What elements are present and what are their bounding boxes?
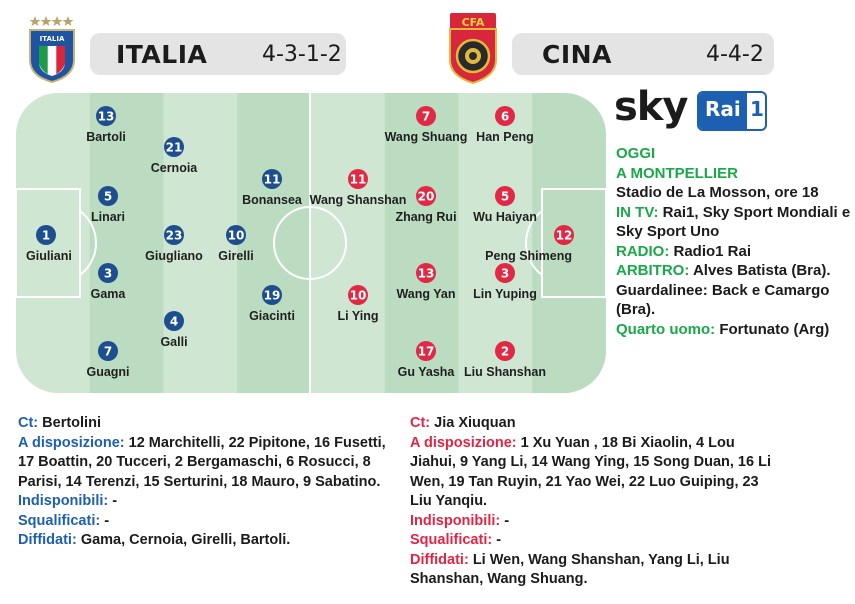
china-player-number: 7	[421, 109, 431, 124]
italy-player-name: Giuliani	[26, 249, 72, 263]
china-player-name: Wang Yan	[396, 287, 456, 301]
china-team-name: CINA	[542, 40, 612, 69]
italy-player-name: Giacinti	[249, 309, 295, 323]
match-city: A MONTPELLIER	[616, 164, 738, 182]
china-bench-label: A disposizione:	[410, 434, 517, 451]
italy-suspended	[18, 512, 388, 532]
italy-bench	[18, 434, 388, 493]
italy-player-name: Linari	[90, 210, 126, 224]
tv-info	[616, 203, 852, 242]
match-info	[616, 144, 852, 339]
china-player-number: 20	[417, 189, 435, 204]
italy-coach-label: Ct:	[18, 415, 39, 431]
referee-label: ARBITRO:	[616, 262, 690, 279]
fourth-official-label: Quarto uomo:	[616, 320, 716, 338]
italy-player-number: 3	[103, 266, 113, 281]
italy-player-name: Cernoia	[150, 161, 198, 175]
italy-suspended-label: Squalificati:	[18, 512, 101, 529]
sky-logo: sky	[614, 84, 688, 130]
china-coach	[410, 414, 772, 434]
italy-suspended-list: -	[100, 512, 110, 529]
china-player-number: 6	[500, 109, 510, 124]
italy-unavailable-list: -	[108, 493, 118, 509]
tv-label: IN TV:	[616, 203, 659, 221]
china-suspended	[410, 531, 772, 551]
italy-player-name: Guagni	[86, 365, 130, 379]
italy-player-number: 1	[41, 228, 51, 243]
china-player-name: Zhang Rui	[395, 210, 457, 224]
italy-unavailable-label: Indisponibili:	[18, 493, 109, 509]
china-player-name: Gu Yasha	[397, 365, 455, 379]
radio-value: Radio1 Rai	[669, 242, 752, 260]
italy-player-number: 4	[169, 314, 179, 329]
china-warned-list: Li Wen, Wang Shanshan, Yang Li, Liu Shanshan, Wang Shuang.	[410, 551, 730, 587]
china-player-name: Li Ying	[337, 309, 379, 323]
match-day: OGGI	[616, 145, 656, 162]
italy-player-number: 13	[97, 109, 115, 124]
china-player-name: Lin Yuping	[473, 287, 537, 301]
italy-warned-label: Diffidati:	[18, 532, 77, 548]
italy-details	[18, 414, 388, 551]
italy-player-number: 5	[103, 189, 113, 204]
italy-unavailable	[18, 492, 388, 512]
china-suspended-label: Squalificati:	[410, 532, 493, 548]
italy-player-number: 21	[165, 140, 183, 155]
svg-text:CFA: CFA	[461, 16, 485, 29]
china-warned	[410, 551, 772, 590]
italy-team-name: ITALIA	[116, 40, 208, 69]
china-suspended-list: -	[492, 532, 502, 548]
match-venue: Stadio de La Mosson, ore 18	[616, 184, 819, 201]
china-player-number: 12	[555, 228, 573, 243]
china-coach-name: Jia Xiuquan	[430, 415, 516, 431]
italy-player-name: Girelli	[218, 249, 254, 263]
radio-info	[616, 242, 852, 262]
referee-value: Alves Batista (Bra). Guardalinee: Back e Camargo (Bra).	[616, 262, 831, 318]
italy-formation: 4-3-1-2	[262, 42, 342, 67]
china-player-number: 13	[417, 266, 435, 281]
china-player-name: Wu Haiyan	[473, 210, 537, 224]
china-player-number: 17	[417, 344, 435, 359]
tv-value: Rai1, Sky Sport Mondiali e Sky Sport Uno	[616, 203, 851, 240]
china-warned-label: Diffidati:	[410, 551, 469, 568]
china-bench	[410, 434, 772, 512]
china-player-name: Wang Shanshan	[309, 193, 407, 207]
italy-warned-list: Gama, Cernoia, Girelli, Bartoli.	[76, 532, 291, 548]
svg-text:ITALIA: ITALIA	[39, 35, 65, 43]
italy-player-name: Bonansea	[242, 193, 302, 207]
china-player-name: Han Peng	[476, 130, 534, 144]
china-coach-label: Ct:	[410, 415, 431, 431]
china-player-name: Liu Shanshan	[464, 365, 546, 379]
italy-warned	[18, 531, 388, 551]
china-player-number: 3	[500, 266, 510, 281]
italy-player-number: 7	[103, 344, 113, 359]
china-formation: 4-4-2	[706, 42, 764, 67]
italy-coach	[18, 414, 388, 434]
rai-logo-number: 1	[750, 97, 764, 121]
china-unavailable-list: -	[500, 512, 510, 529]
pitch-diagram	[16, 93, 606, 393]
fourth-official-value: Fortunato (Arg)	[715, 320, 830, 338]
italy-coach-name: Bertolini	[38, 415, 101, 431]
italy-bench-label: A disposizione:	[18, 434, 125, 451]
china-player-name: Peng Shimeng	[485, 249, 572, 263]
rai1-logo	[697, 91, 767, 131]
italy-player-name: Bartoli	[86, 130, 126, 144]
china-unavailable-label: Indisponibili:	[410, 512, 501, 529]
china-player-number: 5	[500, 189, 510, 204]
italy-player-number: 10	[227, 228, 245, 243]
china-player-number: 2	[500, 344, 510, 359]
italy-player-name: Galli	[160, 335, 188, 349]
cfa-crest-icon	[448, 12, 498, 84]
figc-crest-icon	[27, 14, 77, 84]
china-details	[410, 414, 772, 590]
italy-player-number: 23	[165, 228, 183, 243]
italy-player-name: Giugliano	[145, 249, 203, 263]
italy-player-number: 11	[263, 172, 281, 187]
referee-info	[616, 261, 852, 320]
china-player-number: 11	[349, 172, 367, 187]
italy-bench-list: 12 Marchitelli, 22 Pipitone, 16 Fusetti, 17 Boattin, 20 Tucceri, 2 Bergamaschi, 6 Rosucci, 8 Parisi, 14 Terenzi, 15 Serturini, 18 Mauro, 9 Sabatino.	[18, 434, 386, 490]
rai-logo-text: Rai	[705, 97, 741, 121]
china-unavailable	[410, 512, 772, 532]
radio-label: RADIO:	[616, 242, 670, 260]
china-bench-list: 1 Xu Yuan , 18 Bi Xiaolin, 4 Lou Jiahui, 9 Yang Li, 14 Wang Ying, 15 Song Duan, 16 Li Wen, 19 Tan Ruyin, 21 Yao Wei, 22 Luo Guiping, 23 Liu Yanqiu.	[410, 434, 771, 509]
italy-player-name: Gama	[90, 287, 126, 301]
china-player-number: 10	[349, 288, 367, 303]
italy-player-number: 19	[263, 288, 281, 303]
china-player-name: Wang Shuang	[384, 130, 468, 144]
fourth-official-info	[616, 320, 852, 340]
